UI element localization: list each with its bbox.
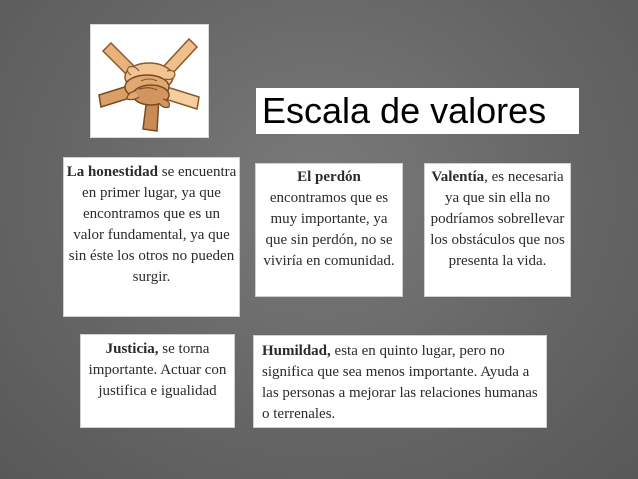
card-valentia-heading: Valentía (431, 169, 485, 185)
card-honestidad-text: se encuentra en primer lugar, ya que encontramos que es un valor fundamental, ya que sin éste los otros no pueden surgir. (68, 164, 237, 285)
card-perdon-text: encontramos que es muy importante, ya que sin perdón, no se viviría en comunidad. (263, 190, 395, 269)
card-valentia (424, 163, 571, 297)
hands-image (90, 24, 209, 138)
card-honestidad (63, 157, 240, 317)
slide-title: Escala de valores (256, 88, 579, 134)
card-humildad-heading: Humildad, (262, 343, 331, 359)
card-perdon (255, 163, 403, 297)
card-humildad (253, 335, 547, 428)
card-honestidad-heading: La honestidad (66, 164, 158, 180)
card-perdon-heading: El perdón (297, 169, 361, 185)
card-justicia (80, 334, 235, 428)
card-justicia-heading: Justicia, (105, 341, 159, 357)
card-valentia-text: , es necesaria ya que sin ella no podríamos sobrellevar los obstáculos que nos presenta la vida. (430, 169, 565, 269)
card-justicia-text: se torna importante. Actuar con justifica e igualidad (88, 341, 227, 399)
card-humildad-text: esta en quinto lugar, pero no significa que sea menos importante. Ayuda a las personas a mejorar las relaciones humanas o terrenales. (262, 343, 538, 422)
stacked-hands-icon (91, 25, 208, 137)
